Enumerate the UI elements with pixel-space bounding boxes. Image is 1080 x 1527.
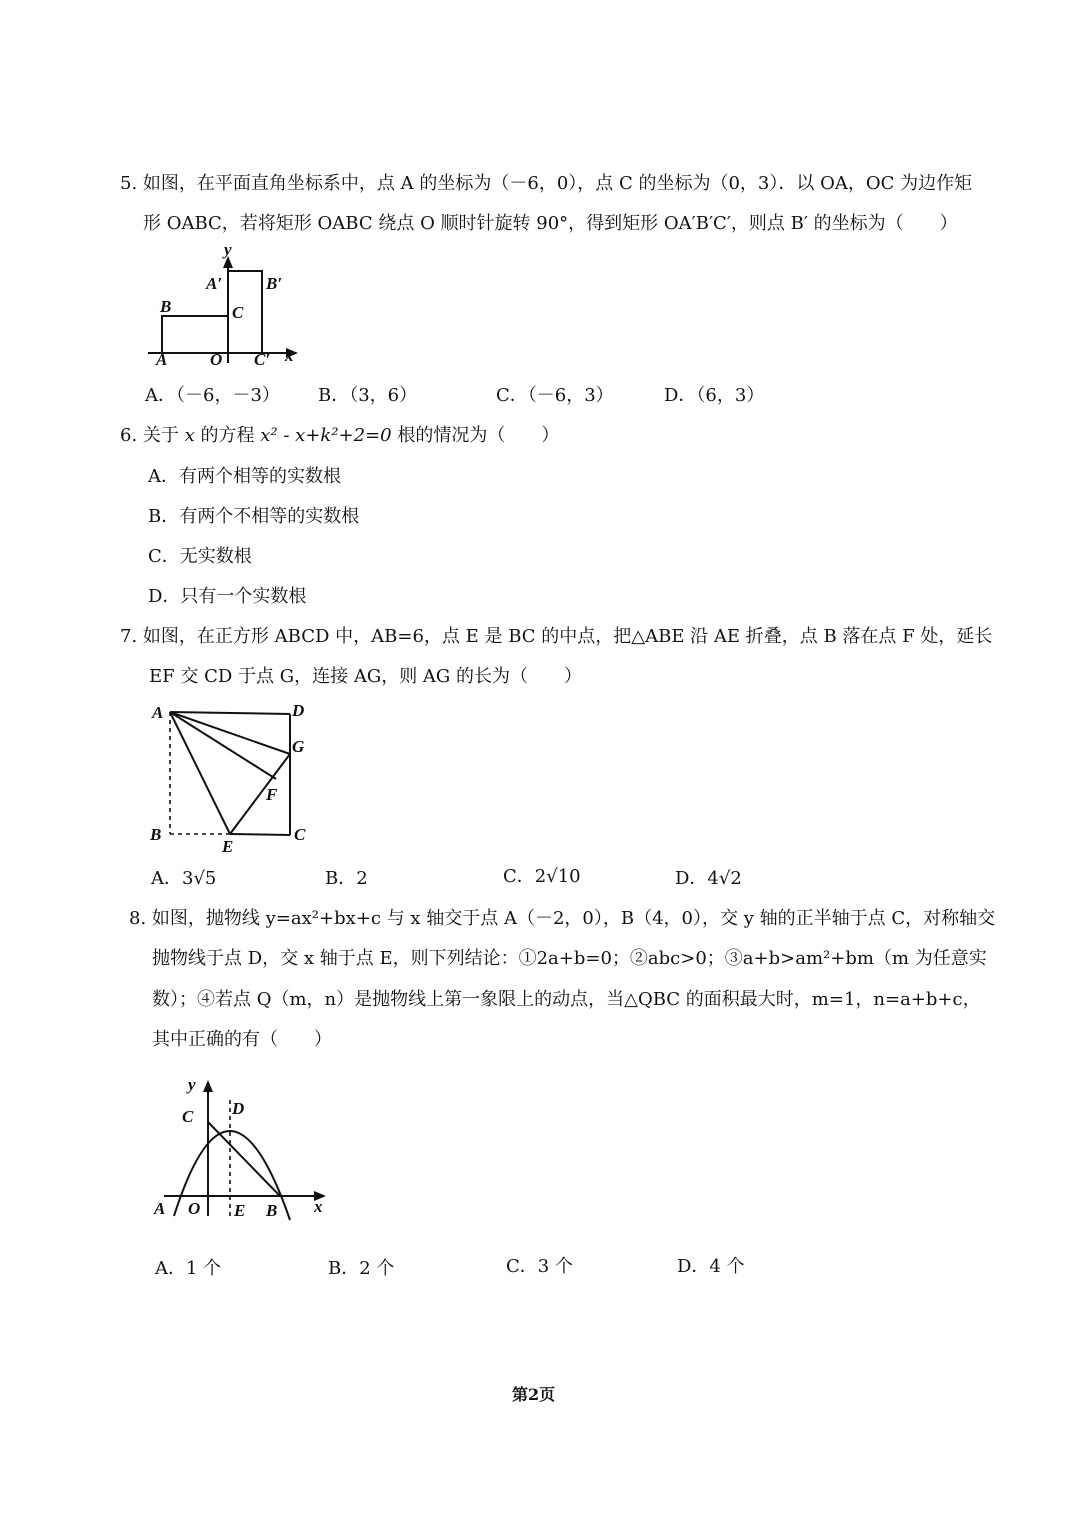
q7-label-b: B (150, 825, 162, 844)
q8-label-x: x (314, 1197, 323, 1216)
q7-label-f: F (266, 785, 278, 804)
q5-number: 5. (120, 173, 138, 194)
q5-line1-text: 如图，在平面直角坐标系中，点 A 的坐标为（－6，0），点 C 的坐标为（0，3）．以 OA，OC 为边作矩 (142, 173, 973, 194)
q8-option-b: B．2 个 (328, 1258, 395, 1279)
q5-stem-line1 (120, 172, 972, 196)
q7-option-a: A．3√5 (151, 868, 217, 889)
q5-option-a: A．（－6，－3） (145, 385, 280, 406)
q8-label-d: D (232, 1099, 245, 1118)
q6-stem-pre: 关于 (142, 425, 185, 446)
q5-figure (140, 240, 310, 375)
q6-stem (120, 424, 559, 448)
q8-option-c: C．3 个 (506, 1256, 573, 1277)
q5-option-d: D．（6，3） (664, 385, 765, 406)
q5-label-a-prime: A′ (206, 274, 223, 293)
q7-line1-text: 如图，在正方形 ABCD 中，AB=6，点 E 是 BC 的中点，把△ABE 沿 AE 折叠，点 B 落在点 F 处，延长 (142, 626, 993, 647)
q5-label-y: y (224, 240, 232, 259)
q8-label-b: B (266, 1201, 278, 1220)
q8-label-a: A (154, 1199, 166, 1218)
q7-figure (148, 698, 318, 858)
q7-number: 7. (120, 626, 138, 647)
q6-number: 6. (120, 425, 138, 446)
q7-label-g: G (292, 737, 305, 756)
q6-var-x: x (184, 425, 195, 446)
q5-label-b: B (160, 297, 172, 316)
q8-label-y: y (188, 1075, 196, 1094)
q7-label-d: D (292, 701, 305, 720)
q7-label-c: C (294, 825, 306, 844)
q7-stem-line1 (120, 625, 992, 649)
q6-option-d: D．只有一个实数根 (148, 586, 307, 607)
q5-label-b-prime: B′ (266, 274, 283, 293)
q8-label-c: C (182, 1107, 194, 1126)
q7-label-a: A (152, 703, 164, 722)
q8-label-e: E (234, 1201, 246, 1220)
q5-label-c: C (232, 303, 244, 322)
q8-stem-line4: 其中正确的有（ ） (152, 1029, 332, 1050)
q7-option-b: B．2 (325, 868, 368, 889)
q8-figure (150, 1070, 340, 1230)
q6-equation: x² - x+k²+2=0 (260, 425, 392, 446)
q8-label-o: O (188, 1199, 201, 1218)
q7-option-c: C．2√10 (503, 866, 581, 887)
q6-stem-post: 根的情况为（ ） (391, 425, 560, 446)
q5-option-c: C．（－6，3） (496, 385, 614, 406)
q7-stem-line2: EF 交 CD 于点 G，连接 AG，则 AG 的长为（ ） (149, 666, 583, 687)
q6-stem-mid: 的方程 (194, 425, 261, 446)
q8-option-a: A．1 个 (155, 1258, 222, 1279)
q8-number: 8. (129, 908, 147, 929)
q5-label-x: x (285, 346, 294, 365)
page-number: 第2页 (512, 1385, 556, 1404)
q6-option-c: C．无实数根 (148, 546, 252, 567)
q5-stem-line2: 形 OABC，若将矩形 OABC 绕点 O 顺时针旋转 90°，得到矩形 OA′B′C′，则点 B′ 的坐标为（ ） (143, 213, 958, 234)
q8-stem-line1 (129, 907, 995, 931)
q6-option-a: A．有两个相等的实数根 (148, 466, 341, 487)
q8-stem-line2: 抛物线于点 D，交 x 轴于点 E，则下列结论：①2a+b=0；②abc>0；③a+b>am²+bm（m 为任意实 (152, 948, 987, 969)
q8-line1-text: 如图，抛物线 y=ax²+bx+c 与 x 轴交于点 A（－2，0），B（4，0），交 y 轴的正半轴于点 C，对称轴交 (151, 908, 996, 929)
q8-option-d: D．4 个 (677, 1256, 745, 1277)
q5-label-o: O (210, 350, 223, 369)
q6-option-b: B．有两个不相等的实数根 (148, 506, 360, 527)
q7-option-d: D．4√2 (675, 868, 742, 889)
q7-label-e: E (222, 837, 234, 856)
q5-label-c-prime: C′ (254, 350, 271, 369)
q8-stem-line3: 数）；④若点 Q（m，n）是抛物线上第一象限上的动点，当△QBC 的面积最大时，m=1，n=a+b+c， (152, 989, 981, 1010)
q5-label-a: A (156, 350, 168, 369)
q5-option-b: B．（3，6） (318, 385, 418, 406)
